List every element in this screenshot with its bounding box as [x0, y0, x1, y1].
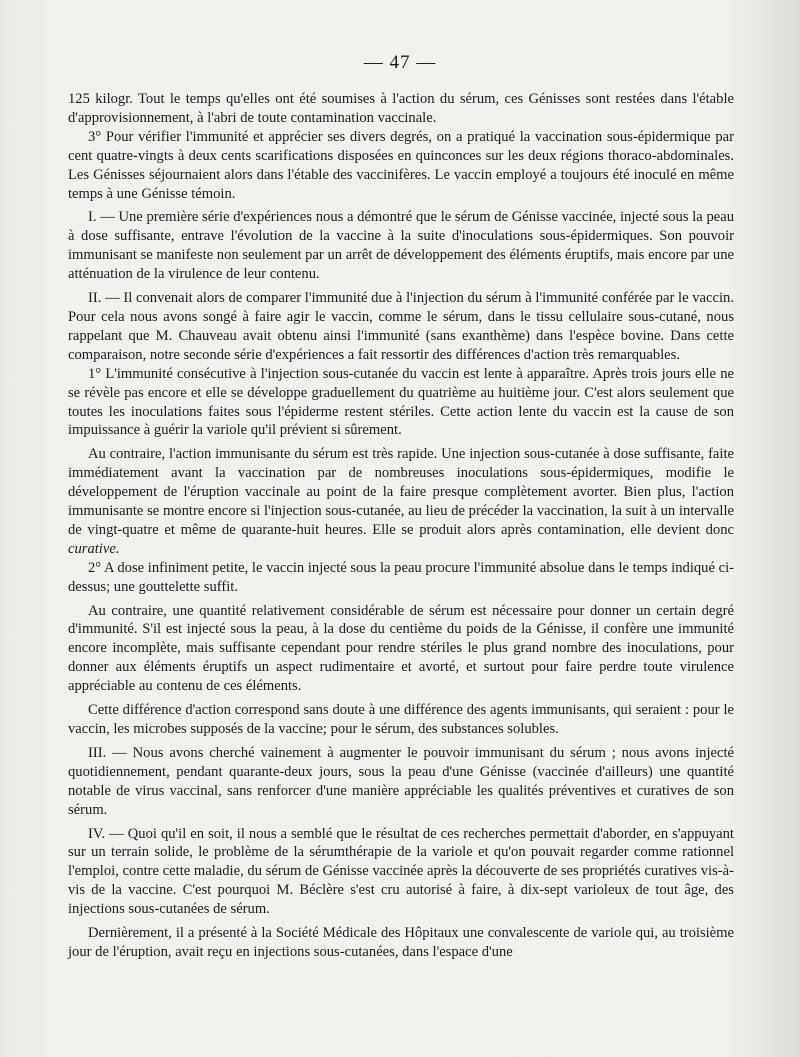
paragraph: Dernièrement, il a présenté à la Société Médicale des Hôpitaux une convalescente de variole qui, au troisième jour de l'éruption, avait reçu en injections sous-cutanées, dans l'espace d'une: [68, 925, 734, 960]
paragraph: Au contraire, une quantité relativement considérable de sérum est nécessaire pour donner un certain degré d'immunité. S'il est injecté sous la peau, à la dose du centième du poids de la Génisse, il confère une immunité encore incomplète, mais suffisante cependant pour rendre stériles le plus grand nombre des inoculations, pour donner aux éléments éruptifs un aspect rudimentaire et avorté, et surtout pour faire perdre toute virulence appréciable au contenu de ces éléments.: [68, 602, 734, 695]
body-text: [68, 90, 734, 962]
emphasis-curative: curative.: [68, 540, 120, 557]
paragraph: IV. — Quoi qu'il en soit, il nous a semblé que le résultat de ces recherches permettait d'aborder, en s'appuyant sur un terrain solide, le problème de la sérumthérapie de la variole et qu'on pouvait regarder comme rationnel l'emploi, contre cette maladie, du sérum de Génisse vaccinée après la découverte de ses propriétés curatives vis-à-vis de la vaccine. C'est pourquoi M. Béclère s'est cru autorisé à faire, à dix-sept varioleux de tout âge, des injections sous-cutanées de sérum.: [68, 825, 734, 918]
paragraph: 1° L'immunité consécutive à l'injection sous-cutanée du vaccin est lente à apparaître. Après trois jours elle ne se révèle pas encore et elle se développe graduellement du quatrième au huitième jour. C'est alors seulement que toutes les inoculations faites sous l'épiderme restent stériles. Cette action lente du vaccin est la cause de son impuissance à guérir la variole qu'il prévient si sûrement.: [68, 365, 734, 439]
paragraph: [68, 445, 734, 558]
paragraph-text: Au contraire, l'action immunisante du sérum est très rapide. Une injection sous-cutanée à dose suffisante, faite immédiatement avant la vaccination par de nombreuses inoculations sous-épidermiques, modifie le développement de l'éruption vaccinale au point de la faire presque complètement avorter. Bien plus, l'action immunisante se montre encore si l'injection sous-cutanée, au lieu de précéder la vaccination, la suit à un intervalle de vingt-quatre et même de quarante-huit heures. Elle se produit alors après contamination, elle devient donc: [68, 446, 734, 538]
paragraph: 125 kilogr. Tout le temps qu'elles ont été soumises à l'action du sérum, ces Génisses sont restées dans l'étable d'approvisionnement, à l'abri de toute contamination vaccinale.: [68, 91, 734, 126]
paragraph: 3° Pour vérifier l'immunité et apprécier ses divers degrés, on a pratiqué la vaccination sous-épidermique par cent quatre-vingts à deux cents scarifications disposées en quinconces sur les deux régions thoraco-abdominales. Les Génisses séjournaient alors dans l'étable des vaccinifères. Le vaccin employé a toujours été inoculé en même temps à une Génisse témoin.: [68, 128, 734, 202]
paragraph: III. — Nous avons cherché vainement à augmenter le pouvoir immunisant du sérum ; nous avons injecté quotidiennement, pendant quarante-deux jours, sous la peau d'une Génisse (vaccinée d'ailleurs) une quantité notable de virus vaccinal, sans renforcer d'une manière appréciable les qualités préventives et curatives de son sérum.: [68, 744, 734, 818]
paragraph: 2° A dose infiniment petite, le vaccin injecté sous la peau procure l'immunité absolue dans le temps indiqué ci-dessus; une gouttelette suffit.: [68, 559, 734, 595]
paragraph: Cette différence d'action correspond sans doute à une différence des agents immunisants, qui seraient : pour le vaccin, les microbes supposés de la vaccine; pour le sérum, des substances solubles.: [68, 702, 734, 737]
paragraph: I. — Une première série d'expériences nous a démontré que le sérum de Génisse vaccinée, injecté sous la peau à dose suffisante, entrave l'évolution de la vaccine à la suite d'inoculations sous-épidermiques. Son pouvoir immunisant se manifeste non seulement par un arrêt de développement des éléments éruptifs, mais encore par une atténuation de la virulence de leur contenu.: [68, 209, 734, 283]
page-number: — 47 —: [363, 52, 437, 73]
paragraph: II. — Il convenait alors de comparer l'immunité due à l'injection du sérum à l'immunité conférée par le vaccin. Pour cela nous avons songé à faire agir le vaccin, comme le sérum, dans le tissu cellulaire sous-cutané, nous rappelant que M. Chauveau avait obtenu ainsi l'immunité (sans exanthème) dans l'espèce bovine. Dans cette comparaison, notre seconde série d'expériences a fait ressortir des différences d'action très remarquables.: [68, 290, 734, 363]
